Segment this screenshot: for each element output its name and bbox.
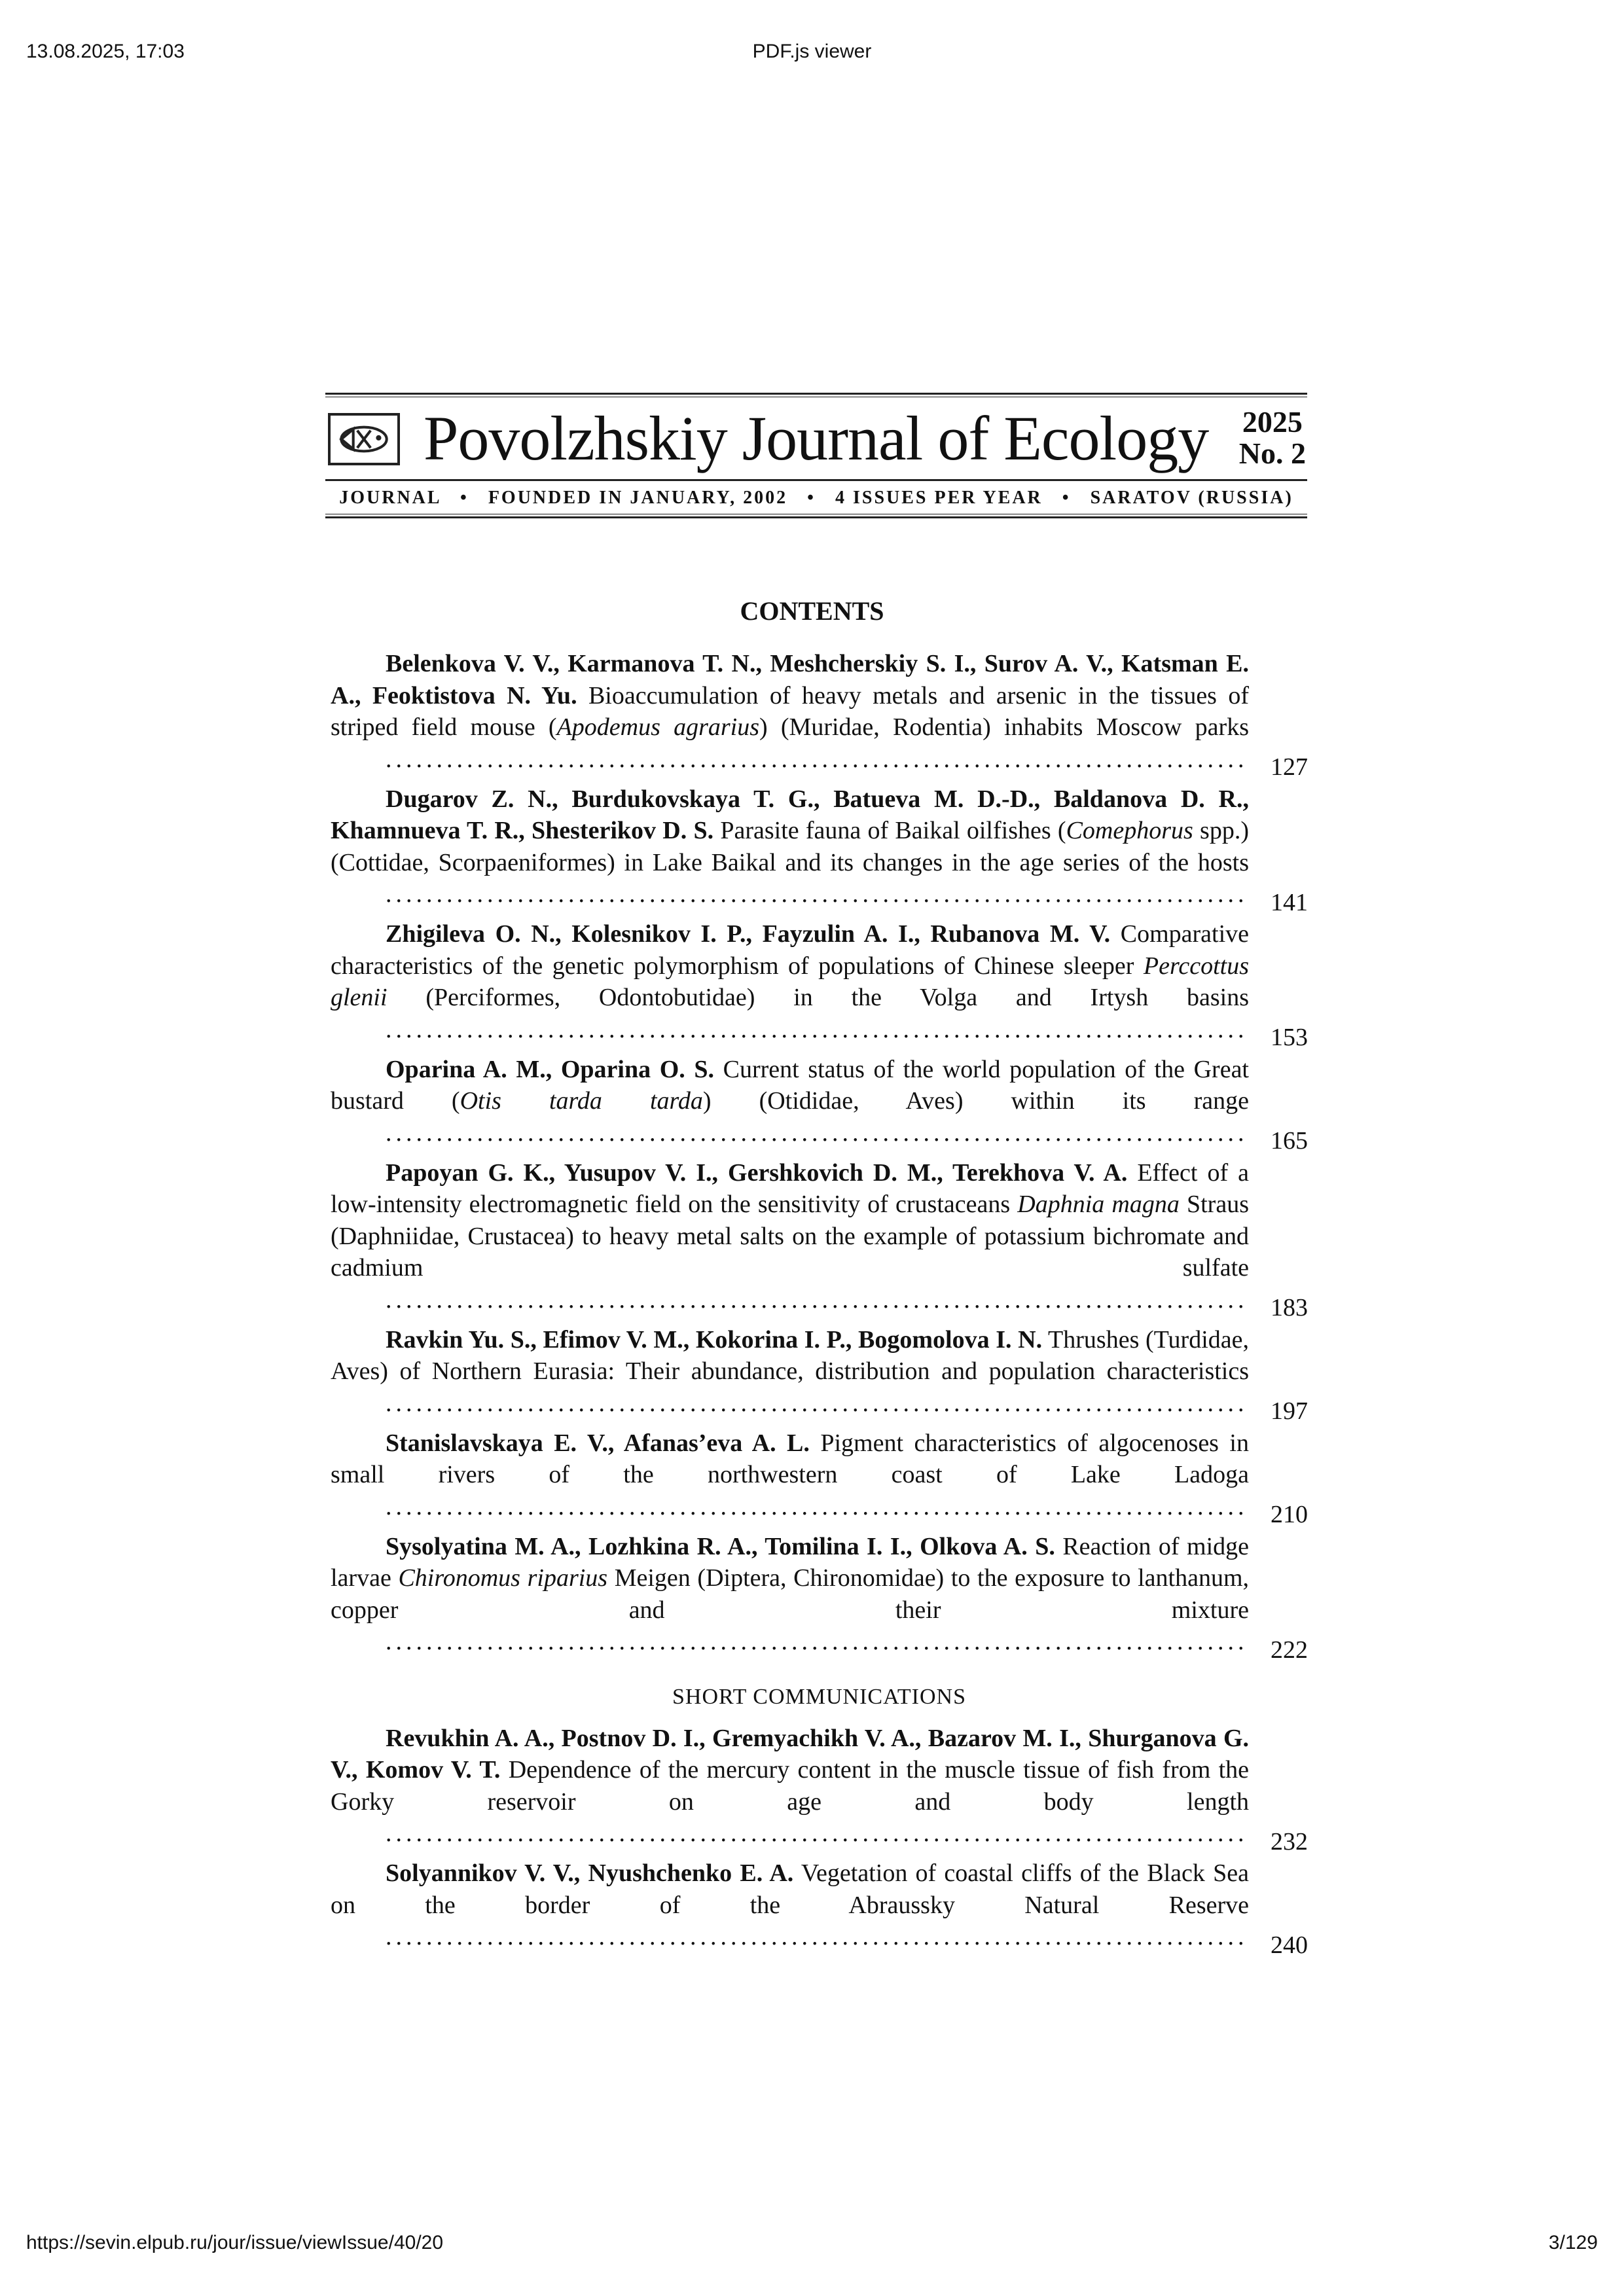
entry-authors: Belenkova V. V., Karmanova T. N., Meshcherskiy S. I., Surov A. V., Katsman E. A., Feoktistova N. Yu. <box>331 650 1249 709</box>
journal-title: Povolzhskiy Journal of Ecology <box>424 403 1209 473</box>
print-title: PDF.js viewer <box>752 41 872 62</box>
entry-page-number: 222 <box>1271 1636 1308 1664</box>
entry-page-number: 183 <box>1271 1294 1308 1321</box>
print-page-counter: 3/129 <box>1548 2232 1598 2253</box>
entry-authors: Ravkin Yu. S., Efimov V. M., Kokorina I. P., Bogomolova I. N. <box>386 1325 1043 1354</box>
entry-title-italic: Otis tarda tarda <box>460 1087 703 1115</box>
dot-leader-row <box>331 1127 1247 1155</box>
table-of-contents <box>331 648 1308 1961</box>
entry-authors: Sysolyatina M. A., Lozhkina R. A., Tomilina I. I., Olkova A. S. <box>386 1532 1055 1560</box>
masthead-bottom-rule <box>325 514 1307 518</box>
print-url: https://sevin.elpub.ru/jour/issue/viewIssue/40/20 <box>26 2232 444 2253</box>
entry-page-number: 127 <box>1271 753 1308 781</box>
subtitle-separator: • <box>807 488 816 508</box>
print-datetime: 13.08.2025, 17:03 <box>26 41 185 62</box>
print-header <box>0 41 1624 67</box>
toc-articles <box>331 648 1308 1666</box>
entry-title: Pigment characteristics of algocenoses in small rivers of the northwestern coast of Lake Ladoga <box>331 1429 1249 1488</box>
entry-title: Current status of the world population of the Great bustard ( <box>331 1055 1249 1115</box>
entry-authors: Stanislavskaya E. V., Afanas’eva A. L. <box>386 1429 810 1457</box>
subtitle-frequency: 4 ISSUES PER YEAR <box>835 488 1043 508</box>
toc-short-communications <box>331 1723 1308 1962</box>
toc-entry[interactable] <box>331 1723 1308 1858</box>
entry-title: ) (Otididae, Aves) within its range <box>702 1087 1250 1115</box>
journal-logo-icon <box>328 413 400 465</box>
entry-title: ) (Muridae, Rodentia) inhabits Moscow parks <box>759 713 1249 741</box>
subtitle-journal: JOURNAL <box>339 488 441 508</box>
entry-title-italic: Chironomus riparius <box>398 1564 608 1592</box>
toc-entry[interactable] <box>331 918 1308 1054</box>
entry-title: Comparative characteristics of the genetic polymorphism of populations of Chinese sleeper <box>331 920 1249 980</box>
issue-year: 2025 <box>1242 405 1303 439</box>
dot-leader-row <box>331 1636 1247 1664</box>
short-communications-heading: SHORT COMMUNICATIONS <box>672 1685 966 1709</box>
entry-authors: Papoyan G. K., Yusupov V. I., Gershkovich D. M., Terekhova V. A. <box>386 1158 1128 1187</box>
entry-title-italic: Comephorus <box>1066 817 1193 844</box>
dot-leader-row <box>331 1828 1247 1856</box>
subtitle-separator: • <box>460 488 469 508</box>
entry-title: Thrushes (Turdidae, Aves) of Northern Eurasia: Their abundance, distribution and population characteristics <box>331 1325 1249 1385</box>
issue-badge <box>1239 406 1306 469</box>
entry-title: Effect of a low-intensity electromagnetic field on the sensitivity of crustaceans <box>331 1158 1249 1218</box>
entry-title: Vegetation of coastal cliffs of the Black Sea on the border of the Abraussky Natural Reserve <box>331 1859 1249 1919</box>
dot-leader-row <box>331 1294 1247 1321</box>
entry-authors: Zhigileva O. N., Kolesnikov I. P., Fayzulin A. I., Rubanova M. V. <box>386 920 1111 948</box>
dot-leader-row <box>331 1931 1247 1959</box>
entry-title: Straus (Daphniidae, Crustacea) to heavy metal salts on the example of potassium bichromate and cadmium sulfate <box>331 1191 1249 1282</box>
toc-entry[interactable] <box>331 1531 1308 1666</box>
entry-title: spp.) (Cottidae, Scorpaeniformes) in Lake Baikal and its changes in the age series of the hosts <box>331 817 1249 876</box>
issue-number: No. 2 <box>1238 437 1306 470</box>
entry-title-italic: Apodemus agrarius <box>556 713 760 741</box>
entry-page-number: 240 <box>1271 1931 1308 1959</box>
entry-page-number: 210 <box>1271 1501 1308 1528</box>
masthead-subtitle <box>325 481 1307 514</box>
entry-title-italic: Perccottus glenii <box>331 952 1249 1011</box>
entry-title: Dependence of the mercury content in the muscle tissue of fish from the Gorky reservoir on age and body length <box>331 1756 1250 1816</box>
contents-heading: CONTENTS <box>740 596 884 626</box>
toc-entry[interactable] <box>331 1427 1308 1531</box>
entry-page-number: 153 <box>1271 1024 1308 1051</box>
toc-entry[interactable] <box>331 1857 1308 1961</box>
entry-title: Parasite fauna of Baikal oilfishes ( <box>713 817 1066 844</box>
entry-title: Reaction of midge larvae <box>331 1532 1249 1592</box>
toc-entry[interactable] <box>331 1324 1308 1427</box>
entry-page-number: 232 <box>1271 1827 1308 1856</box>
dot-leader-row <box>331 889 1247 916</box>
masthead-top-rule <box>325 393 1307 397</box>
dot-leader-row <box>331 1397 1247 1425</box>
entry-page-number: 197 <box>1271 1397 1308 1425</box>
entry-authors: Revukhin A. A., Postnov D. I., Gremyachikh V. A., Bazarov M. I., Shurganova G. V., Komov V. T. <box>331 1724 1249 1784</box>
entry-authors: Solyannikov V. V., Nyushchenko E. A. <box>386 1859 794 1887</box>
entry-page-number: 165 <box>1271 1127 1308 1155</box>
dot-leader-row <box>331 1024 1247 1051</box>
journal-masthead <box>325 393 1307 518</box>
entry-title: Bioaccumulation of heavy metals and arsenic in the tissues of striped field mouse ( <box>331 681 1250 741</box>
entry-page-number: 141 <box>1271 888 1308 916</box>
print-footer <box>0 2232 1624 2258</box>
entry-authors: Dugarov Z. N., Burdukovskaya T. G., Batueva M. D.-D., Baldanova D. R., Khamnueva T. R., Shesterikov D. S. <box>331 785 1249 844</box>
entry-title-italic: Daphnia magna <box>1017 1191 1180 1218</box>
subtitle-separator: • <box>1062 488 1071 508</box>
entry-title: Meigen (Diptera, Chironomidae) to the exposure to lanthanum, copper and their mixture <box>331 1564 1249 1624</box>
journal-logo-glyph <box>331 416 397 463</box>
entry-authors: Oparina A. M., Oparina O. S. <box>386 1055 715 1083</box>
entry-title: (Perciformes, Odontobutidae) in the Volga and Irtysh basins <box>387 984 1249 1011</box>
dot-leader-row <box>331 753 1247 781</box>
toc-entry[interactable] <box>331 1054 1308 1157</box>
toc-entry[interactable] <box>331 783 1308 919</box>
subtitle-founded: FOUNDED IN JANUARY, 2002 <box>488 488 788 508</box>
dot-leader-row <box>331 1501 1247 1528</box>
toc-entry[interactable] <box>331 1157 1308 1324</box>
toc-entry[interactable] <box>331 648 1308 783</box>
subtitle-location: SARATOV (RUSSIA) <box>1090 488 1293 508</box>
